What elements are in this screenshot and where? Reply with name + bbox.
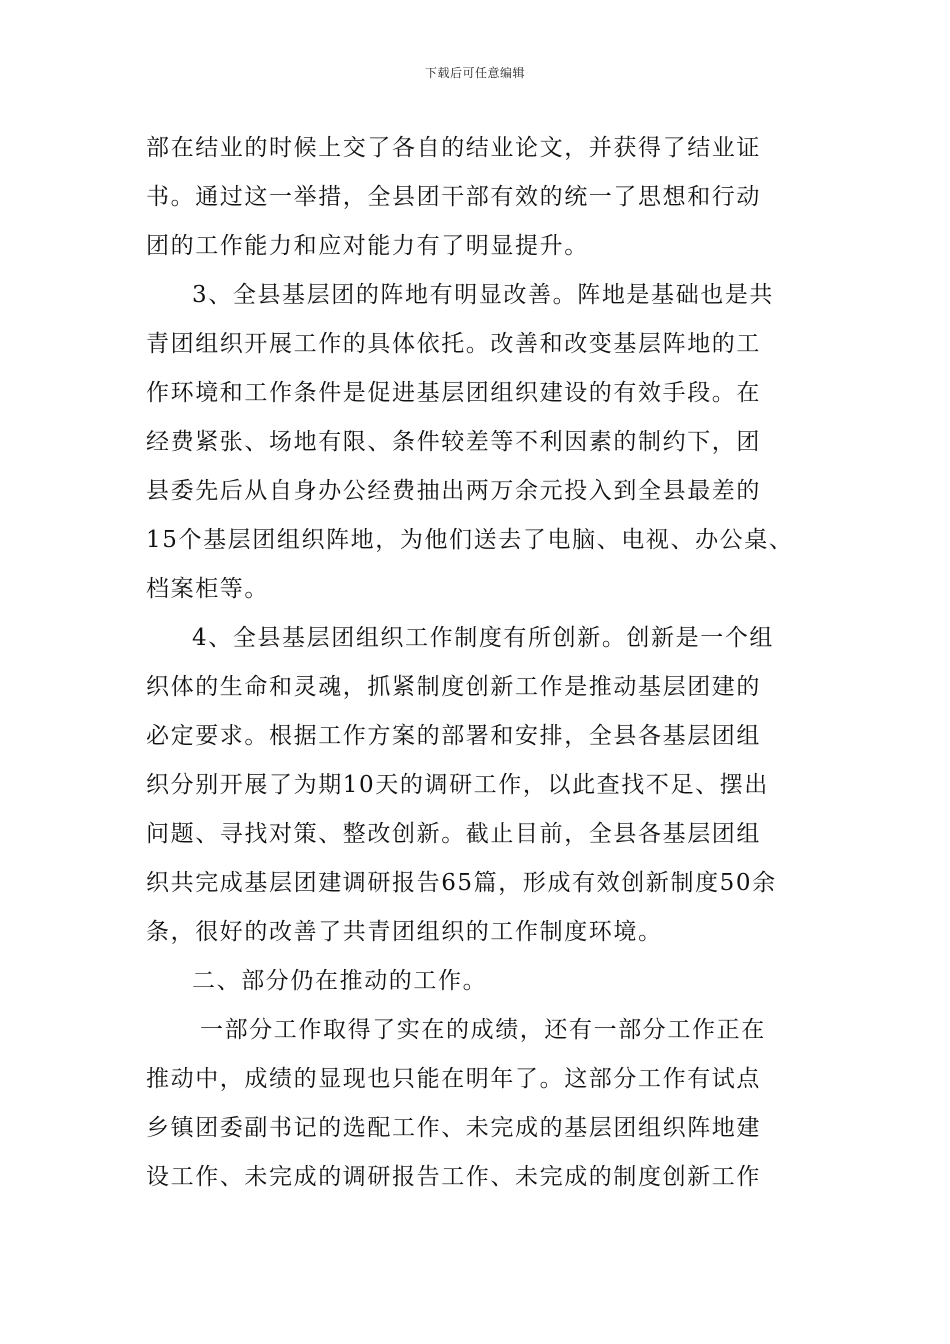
paragraph-start-line: 3、全县基层团的阵地有明显改善。阵地是基础也是共 xyxy=(192,282,775,308)
text-line: 团的工作能力和应对能力有了明显提升。 xyxy=(146,233,589,259)
document-body xyxy=(146,124,826,1202)
text-line: 作环境和工作条件是促进基层团组织建设的有效手段。在 xyxy=(146,380,761,406)
text-line: 15个基层团组织阵地，为他们送去了电脑、电视、办公桌、 xyxy=(146,527,794,553)
text-line: 设工作、未完成的调研报告工作、未完成的制度创新工作 xyxy=(146,1164,761,1190)
text-line: 问题、寻找对策、整改创新。截止目前，全县各基层团组 xyxy=(146,821,761,847)
text-line: 部在结业的时候上交了各自的结业论文，并获得了结业证 xyxy=(146,135,761,161)
paragraph-start-line: 4、全县基层团组织工作制度有所创新。创新是一个组 xyxy=(192,625,775,651)
text-line: 织体的生命和灵魂，抓紧制度创新工作是推动基层团建的 xyxy=(146,674,761,700)
text-line: 织分别开展了为期10天的调研工作，以此查找不足、摆出 xyxy=(146,772,769,798)
paragraph-start-line: 一部分工作取得了实在的成绩，还有一部分工作正在 xyxy=(200,1017,766,1043)
text-line: 书。通过这一举措，全县团干部有效的统一了思想和行动 xyxy=(146,184,761,210)
text-line: 档案柜等。 xyxy=(146,576,269,602)
text-line: 推动中，成绩的显现也只能在明年了。这部分工作有试点 xyxy=(146,1066,761,1092)
text-line: 县委先后从自身办公经费抽出两万余元投入到全县最差的 xyxy=(146,478,761,504)
text-line: 条，很好的改善了共青团组织的工作制度环境。 xyxy=(146,919,663,945)
section-heading: 二、部分仍在推动的工作。 xyxy=(192,968,488,994)
text-line: 青团组织开展工作的具体依托。改善和改变基层阵地的工 xyxy=(146,331,761,357)
text-line: 必定要求。根据工作方案的部署和安排，全县各基层团组 xyxy=(146,723,761,749)
page-header: 下载后可任意编辑 xyxy=(424,66,525,80)
text-line: 乡镇团委副书记的选配工作、未完成的基层团组织阵地建 xyxy=(146,1115,761,1141)
text-line: 经费紧张、场地有限、条件较差等不利因素的制约下，团 xyxy=(146,429,761,455)
text-line: 织共完成基层团建调研报告65篇，形成有效创新制度50余 xyxy=(146,870,777,896)
